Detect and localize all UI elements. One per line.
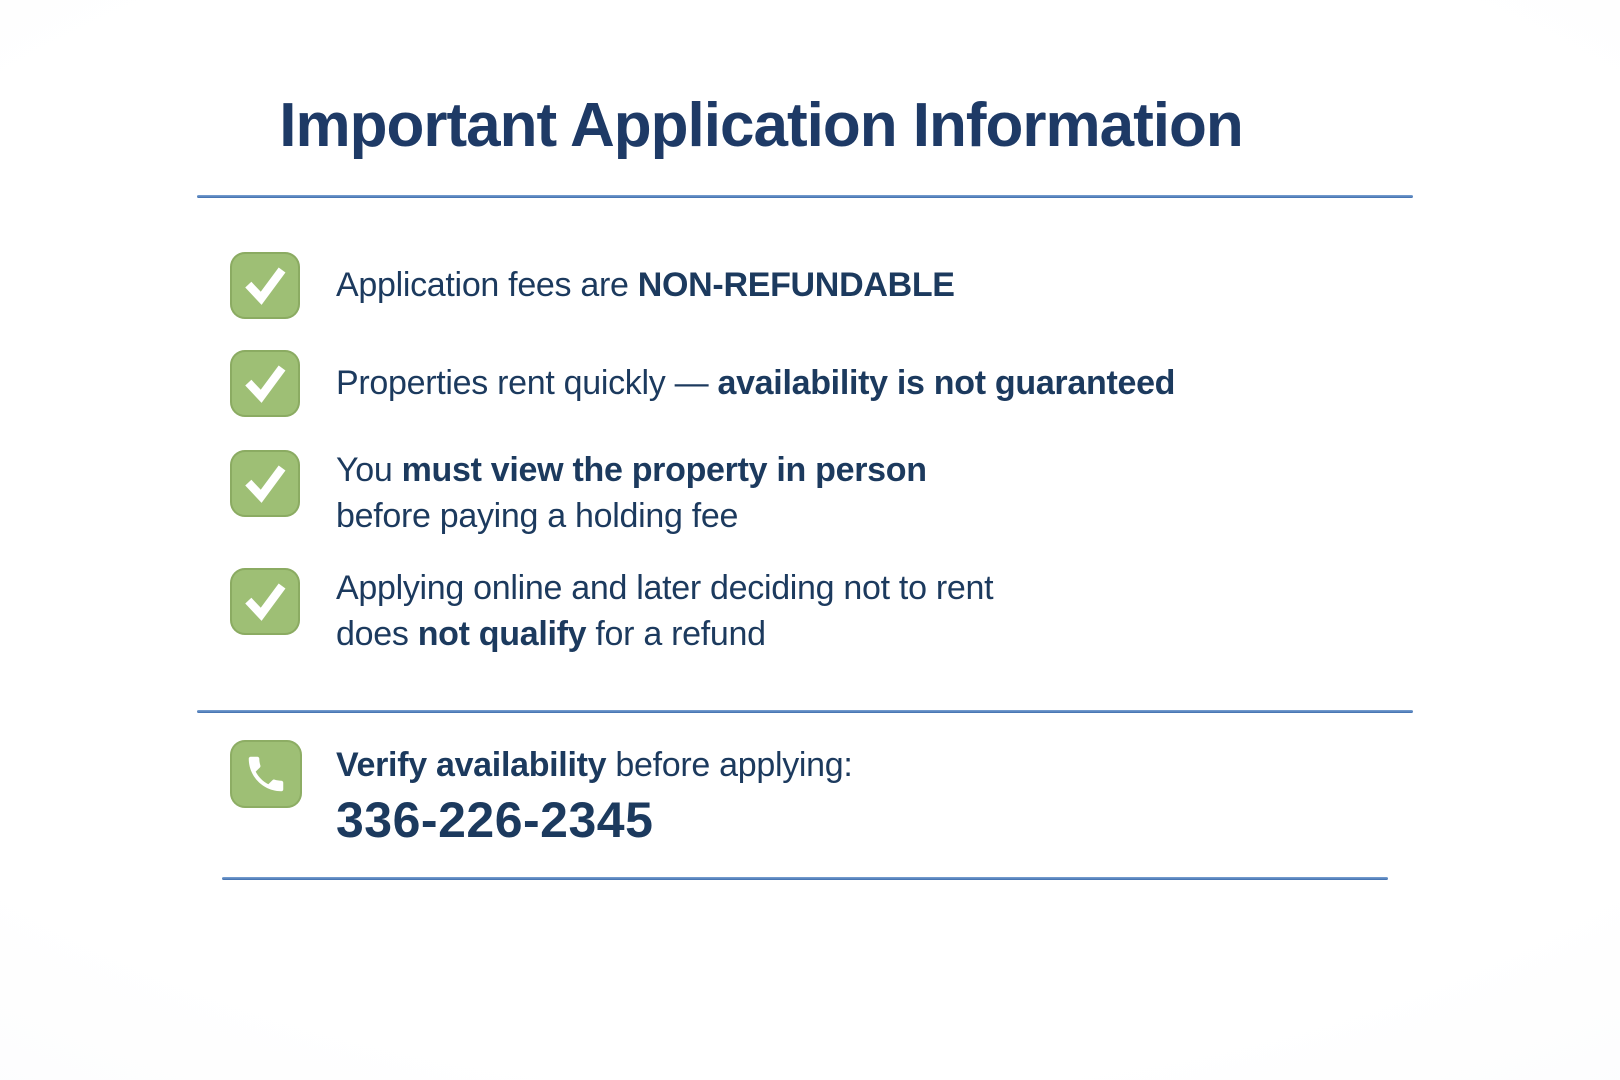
checklist-item-view-property	[230, 450, 927, 539]
checklist-item-fees	[230, 252, 955, 319]
text-segment-bold: must view the property in person	[401, 451, 927, 489]
text-segment-bold: availability is not guaranteed	[717, 364, 1176, 402]
text-segment: before paying a holding fee	[336, 497, 739, 535]
text-segment: Application fees are	[336, 266, 638, 304]
check-icon	[230, 568, 300, 635]
text-segment: You	[336, 451, 402, 489]
text-segment-bold: NON-REFUNDABLE	[637, 266, 955, 304]
text-segment: Properties rent quickly —	[336, 364, 718, 402]
checklist-item-text	[336, 565, 993, 657]
phone-number: 336-226-2345	[336, 792, 654, 848]
checklist-item-text	[336, 447, 927, 539]
text-segment-bold: not qualify	[417, 615, 587, 653]
text-segment: Applying online and later deciding not to rent	[336, 569, 994, 607]
notice-content	[197, 0, 1413, 1080]
verify-availability-line	[336, 742, 853, 788]
phone-icon	[230, 740, 302, 808]
check-icon	[230, 350, 300, 417]
text-segment: for a refund	[586, 615, 766, 653]
checklist-item-text	[336, 252, 955, 319]
checklist-item-text	[336, 350, 1175, 417]
divider	[222, 877, 1388, 880]
text-segment: does	[336, 615, 418, 653]
contact-block	[230, 740, 853, 848]
checklist-item-availability	[230, 350, 1175, 417]
text-segment-bold: Verify availability	[336, 746, 607, 784]
contact-text	[336, 740, 853, 848]
divider	[197, 710, 1413, 713]
check-icon	[230, 252, 300, 319]
check-icon	[230, 450, 300, 517]
page-title: Important Application Information	[279, 91, 1243, 160]
checklist-item-refund	[230, 568, 993, 657]
divider	[197, 195, 1413, 198]
text-segment: before applying:	[606, 746, 853, 784]
